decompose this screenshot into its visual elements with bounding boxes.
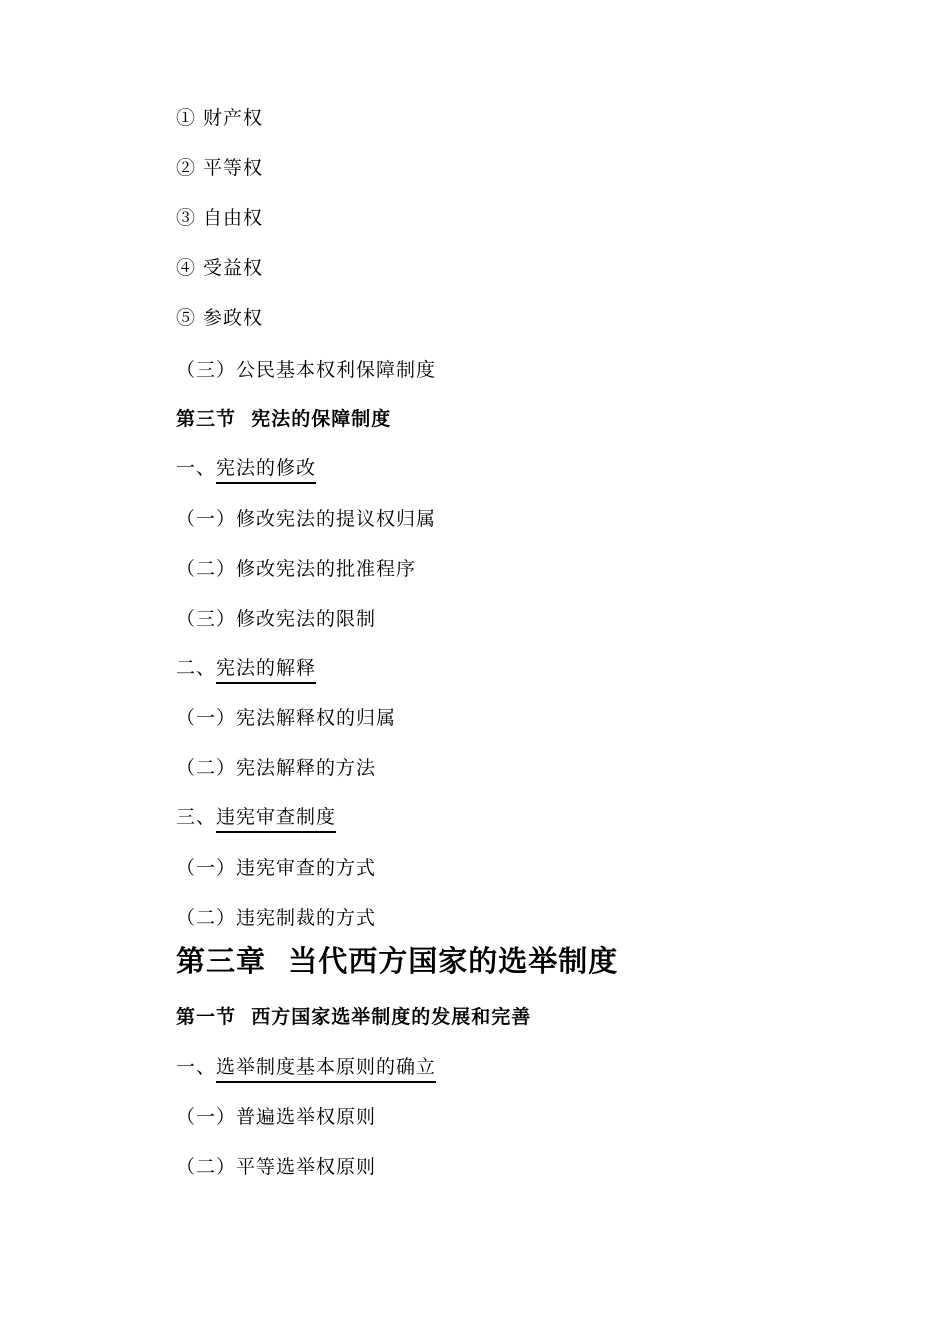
subheading: （一）违宪审查的方式	[176, 857, 377, 879]
heading-constitutional-review	[176, 805, 336, 833]
heading-interpretation	[176, 656, 316, 684]
subheading: （一）宪法解释权的归属	[176, 707, 397, 729]
subheading: （二）平等选举权原则	[176, 1156, 377, 1178]
heading-amendment	[176, 456, 316, 484]
section-title: 西方国家选举制度的发展和完善	[251, 1006, 532, 1028]
subheading: （二）违宪制裁的方式	[176, 907, 377, 929]
section-title: 宪法的保障制度	[251, 408, 392, 430]
subheading: （二）宪法解释的方法	[176, 757, 377, 779]
heading-number: 三、	[176, 806, 217, 828]
heading-title-underlined: 违宪审查制度	[216, 805, 336, 833]
chapter-title: 当代西方国家的选举制度	[288, 944, 619, 978]
list-item-property-right: ① 财产权	[176, 107, 264, 129]
subheading: （二）修改宪法的批准程序	[176, 558, 417, 580]
section-heading-3	[176, 407, 391, 431]
list-item-political-right: ⑤ 参政权	[176, 307, 264, 329]
heading-title-underlined: 宪法的修改	[216, 456, 316, 484]
list-item-benefit-right: ④ 受益权	[176, 257, 264, 279]
heading-title-underlined: 选举制度基本原则的确立	[216, 1055, 436, 1083]
subheading: （一）修改宪法的提议权归属	[176, 508, 437, 530]
list-item-equality-right: ② 平等权	[176, 157, 264, 179]
subheading-rights-protection: （三）公民基本权利保障制度	[176, 359, 437, 381]
subheading: （三）修改宪法的限制	[176, 608, 377, 630]
heading-title-underlined: 宪法的解释	[216, 656, 316, 684]
subheading: （一）普遍选举权原则	[176, 1106, 377, 1128]
heading-number: 一、	[176, 457, 217, 479]
section-heading-1	[176, 1005, 531, 1029]
section-label: 第三节	[176, 408, 237, 430]
heading-election-principles	[176, 1055, 436, 1083]
list-item-freedom-right: ③ 自由权	[176, 207, 264, 229]
section-label: 第一节	[176, 1006, 237, 1028]
chapter-label: 第三章	[176, 944, 267, 978]
heading-number: 一、	[176, 1056, 217, 1078]
chapter-heading-3	[176, 943, 618, 979]
heading-number: 二、	[176, 657, 217, 679]
